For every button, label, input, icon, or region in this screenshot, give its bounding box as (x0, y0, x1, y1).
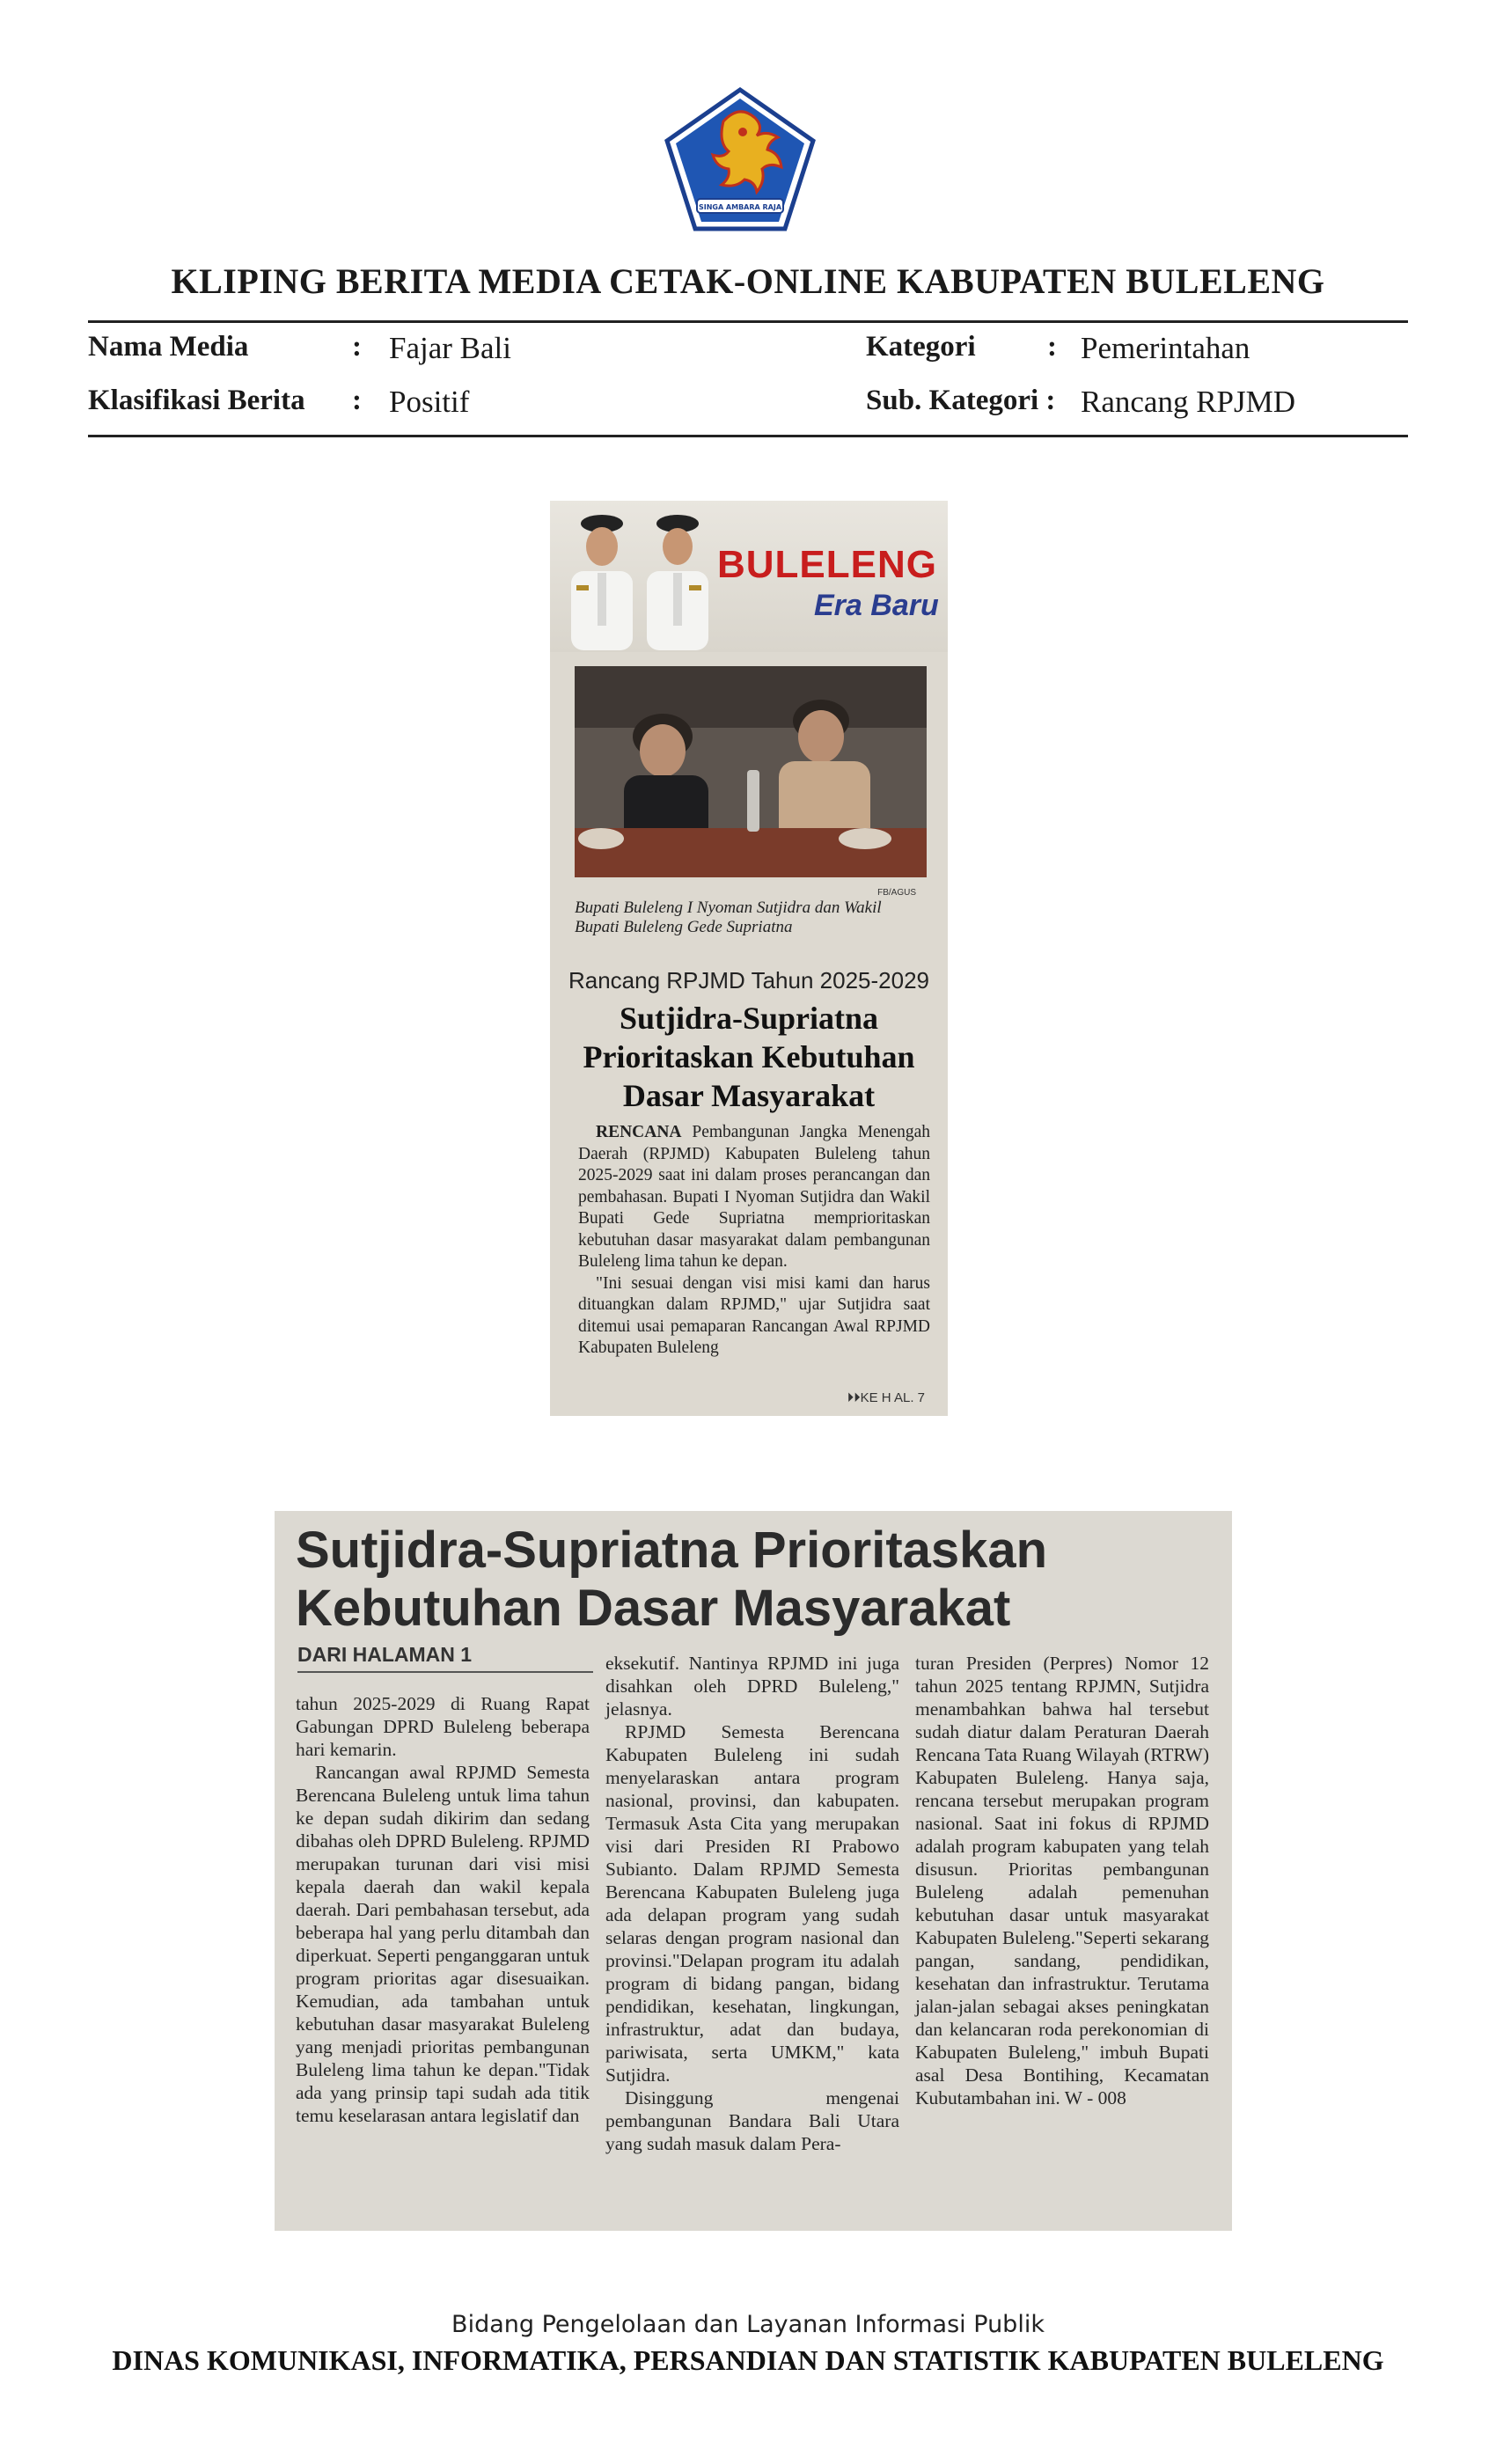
banner-subtitle: Era Baru (814, 589, 939, 622)
col2-paragraph-1: eksekutif. Nantinya RPJMD ini juga disahkan oleh DPRD Buleleng," jelasnya. (605, 1653, 899, 1720)
lead-word: RENCANA (596, 1123, 682, 1141)
continued-on-page-note: ⏵⏵KE H AL. 7 (847, 1390, 925, 1405)
era-baru-banner (550, 501, 948, 652)
article-body-front (578, 1122, 930, 1360)
newspaper-clipping-continuation (275, 1511, 1232, 2231)
article-headline-continuation: Sutjidra-Supriatna Prioritaskan Kebutuhan Dasar Masyarakat (296, 1522, 1048, 1637)
footer-agency: DINAS KOMUNIKASI, INFORMATIKA, PERSANDIAN DAN STATISTIK KABUPATEN BULELENG (112, 2344, 1384, 2376)
col2-paragraph-3: Disinggung mengenai pembangunan Bandara Bali Utara yang sudah masuk dalam Pera- (605, 2087, 899, 2154)
article-headline-front: Sutjidra-Supriatna Prioritaskan Kebutuhan Dasar Masyarakat (583, 1001, 915, 1113)
emblem-motto: SINGA AMBARA RAJA (698, 203, 782, 211)
article-kicker: Rancang RPJMD Tahun 2025-2029 (568, 967, 929, 994)
sub-kategori-value: Rancang RPJMD (1081, 385, 1296, 419)
nama-media-value: Fajar Bali (389, 331, 511, 365)
from-page-label: DARI HALAMAN 1 (297, 1643, 473, 1666)
vice-regent-portrait-icon (638, 510, 717, 650)
nama-media-label: Nama Media (88, 331, 249, 363)
col1-paragraph-1: tahun 2025-2029 di Ruang Rapat Gabungan DPRD Buleleng beberapa hari kemarin. (296, 1693, 590, 1760)
front-paragraph-1-text: Pembangunan Jangka Menengah Daerah (RPJMD) Kabupaten Buleleng tahun 2025-2029 saat ini dalam proses perancangan dan pembahasan. Bupati I Nyoman Sutjidra dan Wakil Bupati Gede Supriatna memprioritaskan kebutuhan dasar masyarakat dalam pembangunan Buleleng lima tahun ke depan. (578, 1123, 930, 1271)
from-page-rule (297, 1671, 593, 1673)
kategori-colon: : (1047, 331, 1057, 363)
photo-credit: FB/AGUS (877, 888, 916, 898)
nama-media-colon: : (352, 331, 362, 363)
front-paragraph-2: "Ini sesuai dengan visi misi kami dan harus dituangkan dalam RPJMD," ujar Sutjidra saat ditemui usai pemaparan Rancangan Awal RPJMD Kabupaten Buleleng (578, 1273, 930, 1357)
buleleng-emblem-logo (662, 86, 818, 234)
article-column-3 (915, 1652, 1209, 2109)
klasifikasi-colon: : (352, 385, 362, 416)
col3-paragraph-1: turan Presiden (Perpres) Nomor 12 tahun 2025 tentang RPJMN, Sutjidra menambahkan bahwa hal tersebut sudah diatur dalam Peraturan Daerah Rencana Tata Ruang Wilayah (RTRW) Kabupaten Buleleng. Hanya saja, rencana tersebut merupakan program nasional. Saat ini fokus di RPJMD adalah program kabupaten yang telah disusun. Prioritas pembangunan Buleleng adalah pemenuhan kebutuhan dasar untuk masyarakat Kabupaten Buleleng."Seperti sekarang pangan, sandang, pendidikan, kesehatan dan infrastruktur. Terutama jalan-jalan sebagai akses peningkatan dan kelancaran roda perekonomian di Kabupaten Buleleng," imbuh Bupati asal Desa Bontihing, Kecamatan Kubutambahan ini. W - 008 (915, 1653, 1209, 2108)
kategori-value: Pemerintahan (1081, 331, 1250, 365)
front-paragraph-1 (578, 1122, 930, 1273)
col2-paragraph-2: RPJMD Semesta Berencana Kabupaten Buleleng ini sudah menyelaraskan antara program nasional, provinsi, dan kabupaten. Termasuk Asta Cita yang merupakan visi dari Presiden RI Prabowo Subianto. Dalam RPJMD Semesta Berencana Kabupaten Buleleng juga ada delapan program yang sudah selaras dengan program nasional dan provinsi."Delapan program itu adalah program di bidang pangan, bidang pendidikan, kesehatan, lingkungan, infrastruktur, adat dan budaya, pariwisata, serta UMKM," kata Sutjidra. (605, 1721, 899, 2086)
klasifikasi-value: Positif (389, 385, 470, 419)
document-title: KLIPING BERITA MEDIA CETAK-ONLINE KABUPATEN BULELENG (171, 261, 1325, 301)
article-column-2 (605, 1652, 899, 2155)
sub-kategori-label: Sub. Kategori : (866, 385, 1056, 416)
article-column-1 (296, 1692, 590, 2127)
klasifikasi-label: Klasifikasi Berita (88, 385, 305, 416)
meeting-photo (575, 666, 927, 877)
regent-portrait-icon (562, 510, 642, 650)
header-rule-bottom (88, 435, 1408, 437)
col1-paragraph-2: Rancangan awal RPJMD Semesta Berencana Buleleng untuk lima tahun ke depan sudah dikirim dan sedang dibahas oleh DPRD Buleleng. RPJMD merupakan turunan dari visi misi kepala daerah dan wakil kepala daerah. Dari pembahasan tersebut, ada beberapa hal yang perlu ditambah dan diperkuat. Seperti penganggaran untuk program prioritas agar disesuaikan. Kemudian, ada tambahan untuk kebutuhan dasar masyarakat Buleleng yang menjadi prioritas pembangunan Buleleng lima tahun ke depan."Tidak ada yang prinsip tapi sudah ada titik temu keselarasan antara legislatif dan (296, 1762, 590, 2126)
photo-caption: Bupati Buleleng I Nyoman Sutjidra dan Wakil Bupati Buleleng Gede Supriatna (575, 898, 882, 936)
newspaper-clipping-front (550, 501, 948, 1416)
kategori-label: Kategori (866, 331, 976, 363)
banner-title: BULELENG (717, 543, 937, 586)
footer-division: Bidang Pengelolaan dan Layanan Informasi Publik (451, 2311, 1045, 2338)
header-rule-top (88, 320, 1408, 323)
